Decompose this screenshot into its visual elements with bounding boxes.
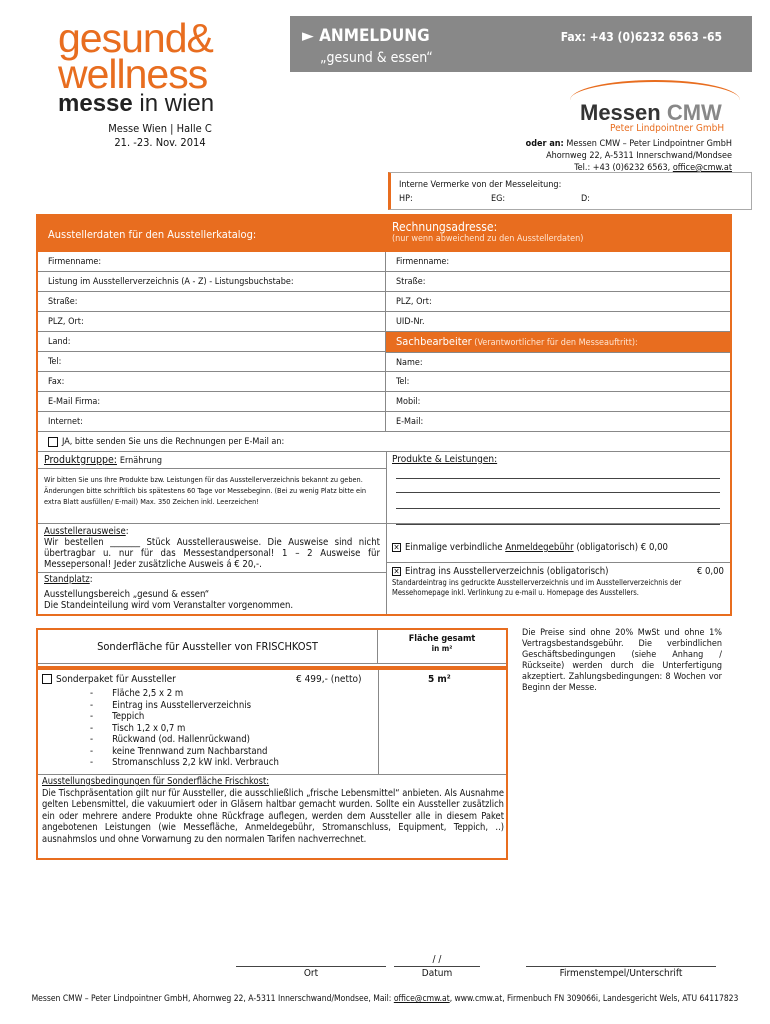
bed-title: Ausstellungsbedingungen für Sonderfläche Frischkost: [42, 776, 270, 787]
leistungen-label: Produkte & Leistungen: [392, 454, 498, 465]
address-street: Ahornweg 22, A-5311 Innerschwand/Mondsee [546, 151, 732, 161]
venue-hall: Messe Wien | Halle C [108, 122, 212, 135]
ausweise-label: Ausstellerausweise [44, 526, 126, 537]
sach-sub: (Verantwortlicher für den Messeauftritt): [471, 338, 638, 348]
rechnung-email-option[interactable] [38, 432, 730, 452]
logo-cmw: CMW [666, 100, 722, 125]
leistungen-line-1[interactable] [396, 478, 720, 479]
field-mobil[interactable]: Mobil: [386, 392, 730, 412]
field-uid[interactable]: UID-Nr. [386, 312, 730, 332]
header-fax: Fax: +43 (0)6232 6563 -65 [560, 30, 722, 44]
produktgruppe-value: Ernährung [119, 456, 163, 466]
logo-messe: messe [58, 90, 133, 117]
footer-pre: Messen CMW – Peter Lindpointner GmbH, Ahornweg 22, A-5311 Innerschwand/Mondsee, Mail: [31, 994, 394, 1004]
field-name[interactable]: Name: [386, 352, 730, 372]
gebuehr-post: (obligatorisch) € 0,00 [573, 542, 668, 553]
address-company: Messen CMW – Peter Lindpointner GmbH [563, 139, 732, 149]
field-rechnung-firmenname[interactable]: Firmenname: [386, 252, 730, 272]
anmeldegebuehr[interactable] [392, 542, 668, 553]
leistungen-line-2[interactable] [396, 492, 720, 493]
field-plz-ort[interactable]: PLZ, Ort: [38, 312, 386, 332]
address-mail-link[interactable]: office@cmw.at [672, 163, 732, 173]
intern-hp: HP: [399, 194, 413, 204]
bed-sep [38, 774, 506, 775]
footer-post: , www.cmw.at, Firmenbuch FN 309066i, Landesgericht Wels, ATU 64117823 [449, 994, 739, 1004]
produkt-vsep [386, 452, 387, 526]
right-header [386, 216, 730, 252]
ja-text: bitte senden Sie uns die [72, 437, 176, 447]
logo-inwien: in wien [132, 90, 215, 117]
field-land[interactable]: Land: [38, 332, 386, 352]
sonderpaket-preis: € 499,- (netto) [296, 674, 362, 685]
flaeche-unit: in m² [431, 644, 453, 653]
list-item: - Teppich [90, 711, 145, 722]
right-header-title: Rechnungsadresse: [392, 220, 498, 234]
eintrag-desc: Standardeintrag ins gedruckte Ausstellerverzeichnis und im Ausstellerverzeichnis der Messehomepage inkl. Verlinkung zu e-mail u. Homepage des Ausstellers. [392, 578, 682, 597]
sonderpaket-label: Sonderpaket für Aussteller [56, 674, 176, 685]
ja-bold2: Rechnungen per E-Mail [175, 437, 269, 447]
field-rechnung-strasse[interactable]: Straße: [386, 272, 730, 292]
bed-text: Die Tischpräsentation gilt nur für Aussteller, die ausschließlich „frische Lebensmittel“ anbieten. Als Ausnahme gelten Lebensmittel, die vakuumiert oder in Gläsern haltbar gemacht wurden. Sollte ein Aussteller zusätzlich ein oder mehrere andere Produkte ohne Rückfrage auflegen, werden dem Aussteller alle in diesem Paket angebotenen Leistungen (wie Messefläche, Anmeldegebühr, Stromanschluss, Equipment, Teppich, ..) ausnahmslos und ohne Vorwarnung zu den normalen Tarifen nachverrechnet. [42, 787, 505, 845]
sonder-vsep [378, 670, 379, 774]
gebuehr-sep [386, 562, 730, 563]
standplatz-bereich: Ausstellungsbereich „gesund & essen“ [44, 589, 210, 600]
list-item: - keine Trennwand zum Nachbarstand [90, 745, 268, 757]
field-internet[interactable]: Internet: [38, 412, 386, 432]
ja-text2: an: [268, 437, 285, 447]
field-sach-email[interactable]: E-Mail: [386, 412, 730, 432]
lower-vsep [386, 524, 387, 614]
verzeichnis-eintrag[interactable] [392, 566, 724, 577]
sonderpaket-checkbox[interactable] [42, 674, 52, 684]
datum-slashes: / / [432, 954, 442, 965]
internal-notes-box [388, 172, 752, 210]
right-header-sub: (nur wenn abweichend zu den Ausstellerdaten) [392, 234, 584, 244]
stempel-label: Firmenstempel/Unterschrift [559, 968, 683, 979]
list-item: - Eintrag ins Ausstellerverzeichnis [90, 699, 252, 711]
intern-title: Interne Vermerke von der Messeleitung: [399, 180, 562, 190]
field-listung[interactable] [38, 272, 386, 292]
anmeldegebuehr-checkbox[interactable]: ✕ [393, 543, 400, 552]
datum-label: Datum [421, 968, 453, 979]
list-item: - Fläche 2,5 x 2 m [90, 688, 184, 699]
logo-messen: Messen [580, 100, 661, 125]
standplatz-text: Die Standeinteilung wird vom Veranstalter vorgenommen. [44, 600, 294, 611]
standplatz-label: Standplatz [44, 574, 90, 585]
produkt-bottom-sep [38, 523, 730, 524]
field-fax[interactable]: Fax: [38, 372, 386, 392]
list-item: - Stromanschluss 2,2 kW inkl. Verbrauch [90, 757, 279, 768]
sonderpaket-items [90, 688, 279, 769]
footer [0, 994, 770, 1004]
field-rechnung-plz[interactable]: PLZ, Ort: [386, 292, 730, 312]
ja-bold: JA, [62, 437, 73, 447]
leistungen-line-3[interactable] [396, 508, 720, 509]
field-firmenname[interactable]: Firmenname: [38, 252, 386, 272]
registration-header [290, 16, 752, 72]
gebuehr-u: Anmeldegebühr [505, 542, 574, 553]
logo-messe-wien [58, 92, 214, 116]
eintrag-price: € 0,00 [696, 566, 724, 577]
intern-fields [399, 192, 743, 206]
leistungen-line-4[interactable] [396, 524, 720, 525]
eintrag-text: Eintrag ins Ausstellerverzeichnis (obligatorisch) [405, 566, 609, 577]
arrow-icon: ► [302, 26, 314, 46]
address-tel: Tel.: +43 (0)6232 6563, [574, 163, 673, 173]
sonderflaeche-section [36, 628, 508, 860]
ausweise-sep [38, 572, 386, 573]
sachbearbeiter-header [386, 332, 730, 352]
list-item: - Rückwand (od. Hallenrückwand) [90, 734, 250, 745]
left-header: Ausstellerdaten für den Ausstellerkatalog: [38, 216, 386, 252]
produkt-instructions: Wir bitten Sie uns Ihre Produkte bzw. Leistungen für das Ausstellerverzeichnis bekannt zu geben. Änderungen bitte schriftlich bis spätestens 60 Tage vor Messebeginn. (Bei zu wenig Platz bitte ein extra Blatt ausfüllen/ E-mail) Max. 350 Zeichen inkl. Leerzeichen! [44, 475, 367, 506]
gebuehr-pre: Einmalige verbindliche [405, 542, 506, 553]
intern-eg: EG: [491, 194, 506, 204]
sonder-title: Sonderfläche für Aussteller von FRISCHKOST [38, 630, 378, 664]
footer-mail-link[interactable]: office@cmw.at [393, 994, 450, 1004]
contact-address [526, 138, 732, 174]
ausweise: Ausstellerausweise: Wir bestellen _______ Stück Ausstellerausweise. Die Ausweise sind nicht übertragbar u. nur für das Messestandpersonal! 1 – 2 Ausweise für Messepersonal! Jeder zusätzliche Ausweis á € 20,-. [44, 526, 380, 570]
logo-gesund-wellness [58, 15, 213, 97]
sach-title: Sachbearbeiter [396, 335, 472, 348]
field-listung-label: Listung im Ausstellerverzeichnis (A - Z) - Listungsbuchstabe: [48, 277, 294, 287]
header-title [302, 26, 430, 46]
flaeche-label: Fläche gesamt [408, 634, 476, 644]
header-title-text: ANMELDUNG [319, 26, 430, 46]
header-subtitle: „gesund & essen“ [320, 50, 433, 66]
ort-label: Ort [303, 968, 319, 979]
address-line1 [526, 138, 732, 150]
price-note: Die Preise sind ohne 20% MwSt und ohne 1% Vertragsbestandsgebühr. Die verbindlichen Geschäftsbedingungen (siehe Anhang / Rückseite) werden durch die Unterfertigung akzeptiert. Zahlungsbedingungen: 8 Wochen vor Beginn der Messe. [522, 628, 722, 693]
address-oderan: oder an: [525, 139, 564, 149]
sonder-bar [38, 666, 506, 670]
list-item: - Tisch 1,2 x 0,7 m [90, 722, 186, 734]
flaeche-header [378, 630, 506, 664]
ja-checkbox[interactable] [48, 437, 58, 447]
produktgruppe-label: Produktgruppe: [44, 454, 117, 466]
main-form [36, 214, 732, 616]
ausweise-text: Wir bestellen _______ Stück Ausstellerausweise. Die Ausweise sind nicht übertragbar u. nur für das Messestandpersonal! 1 – 2 Ausweise für Messepersonal! Jeder zusätzliche Ausweis á € 20,-. [44, 537, 380, 570]
sonderpaket[interactable] [42, 674, 176, 685]
sonderpaket-m2: 5 m² [428, 674, 451, 685]
ort-line[interactable] [236, 966, 386, 967]
field-tel[interactable]: Tel: [38, 352, 386, 372]
venue-dates: 21. -23. Nov. 2014 [114, 136, 206, 149]
venue-info [60, 122, 260, 150]
produktgruppe [44, 454, 382, 466]
field-email-firma[interactable]: E-Mail Firma: [38, 392, 386, 412]
logo-line2: wellness [58, 51, 208, 97]
logo-subtitle: Peter Lindpointner GmbH [610, 123, 725, 134]
stempel-line[interactable] [526, 966, 716, 967]
messen-cmw-logo [570, 80, 740, 140]
intern-d: D: [581, 194, 590, 204]
field-strasse[interactable]: Straße: [38, 292, 386, 312]
ausstellungsbedingungen [42, 776, 504, 845]
logo-line1: gesund& [58, 15, 213, 61]
standplatz: Standplatz: Ausstellungsbereich „gesund & essen“ Die Standeinteilung wird vom Veranstalter vorgenommen. [44, 574, 380, 611]
field-sach-tel[interactable]: Tel: [386, 372, 730, 392]
datum-line[interactable] [394, 966, 480, 967]
produkt-sep [38, 468, 386, 469]
eintrag-checkbox[interactable]: ✕ [393, 567, 400, 576]
